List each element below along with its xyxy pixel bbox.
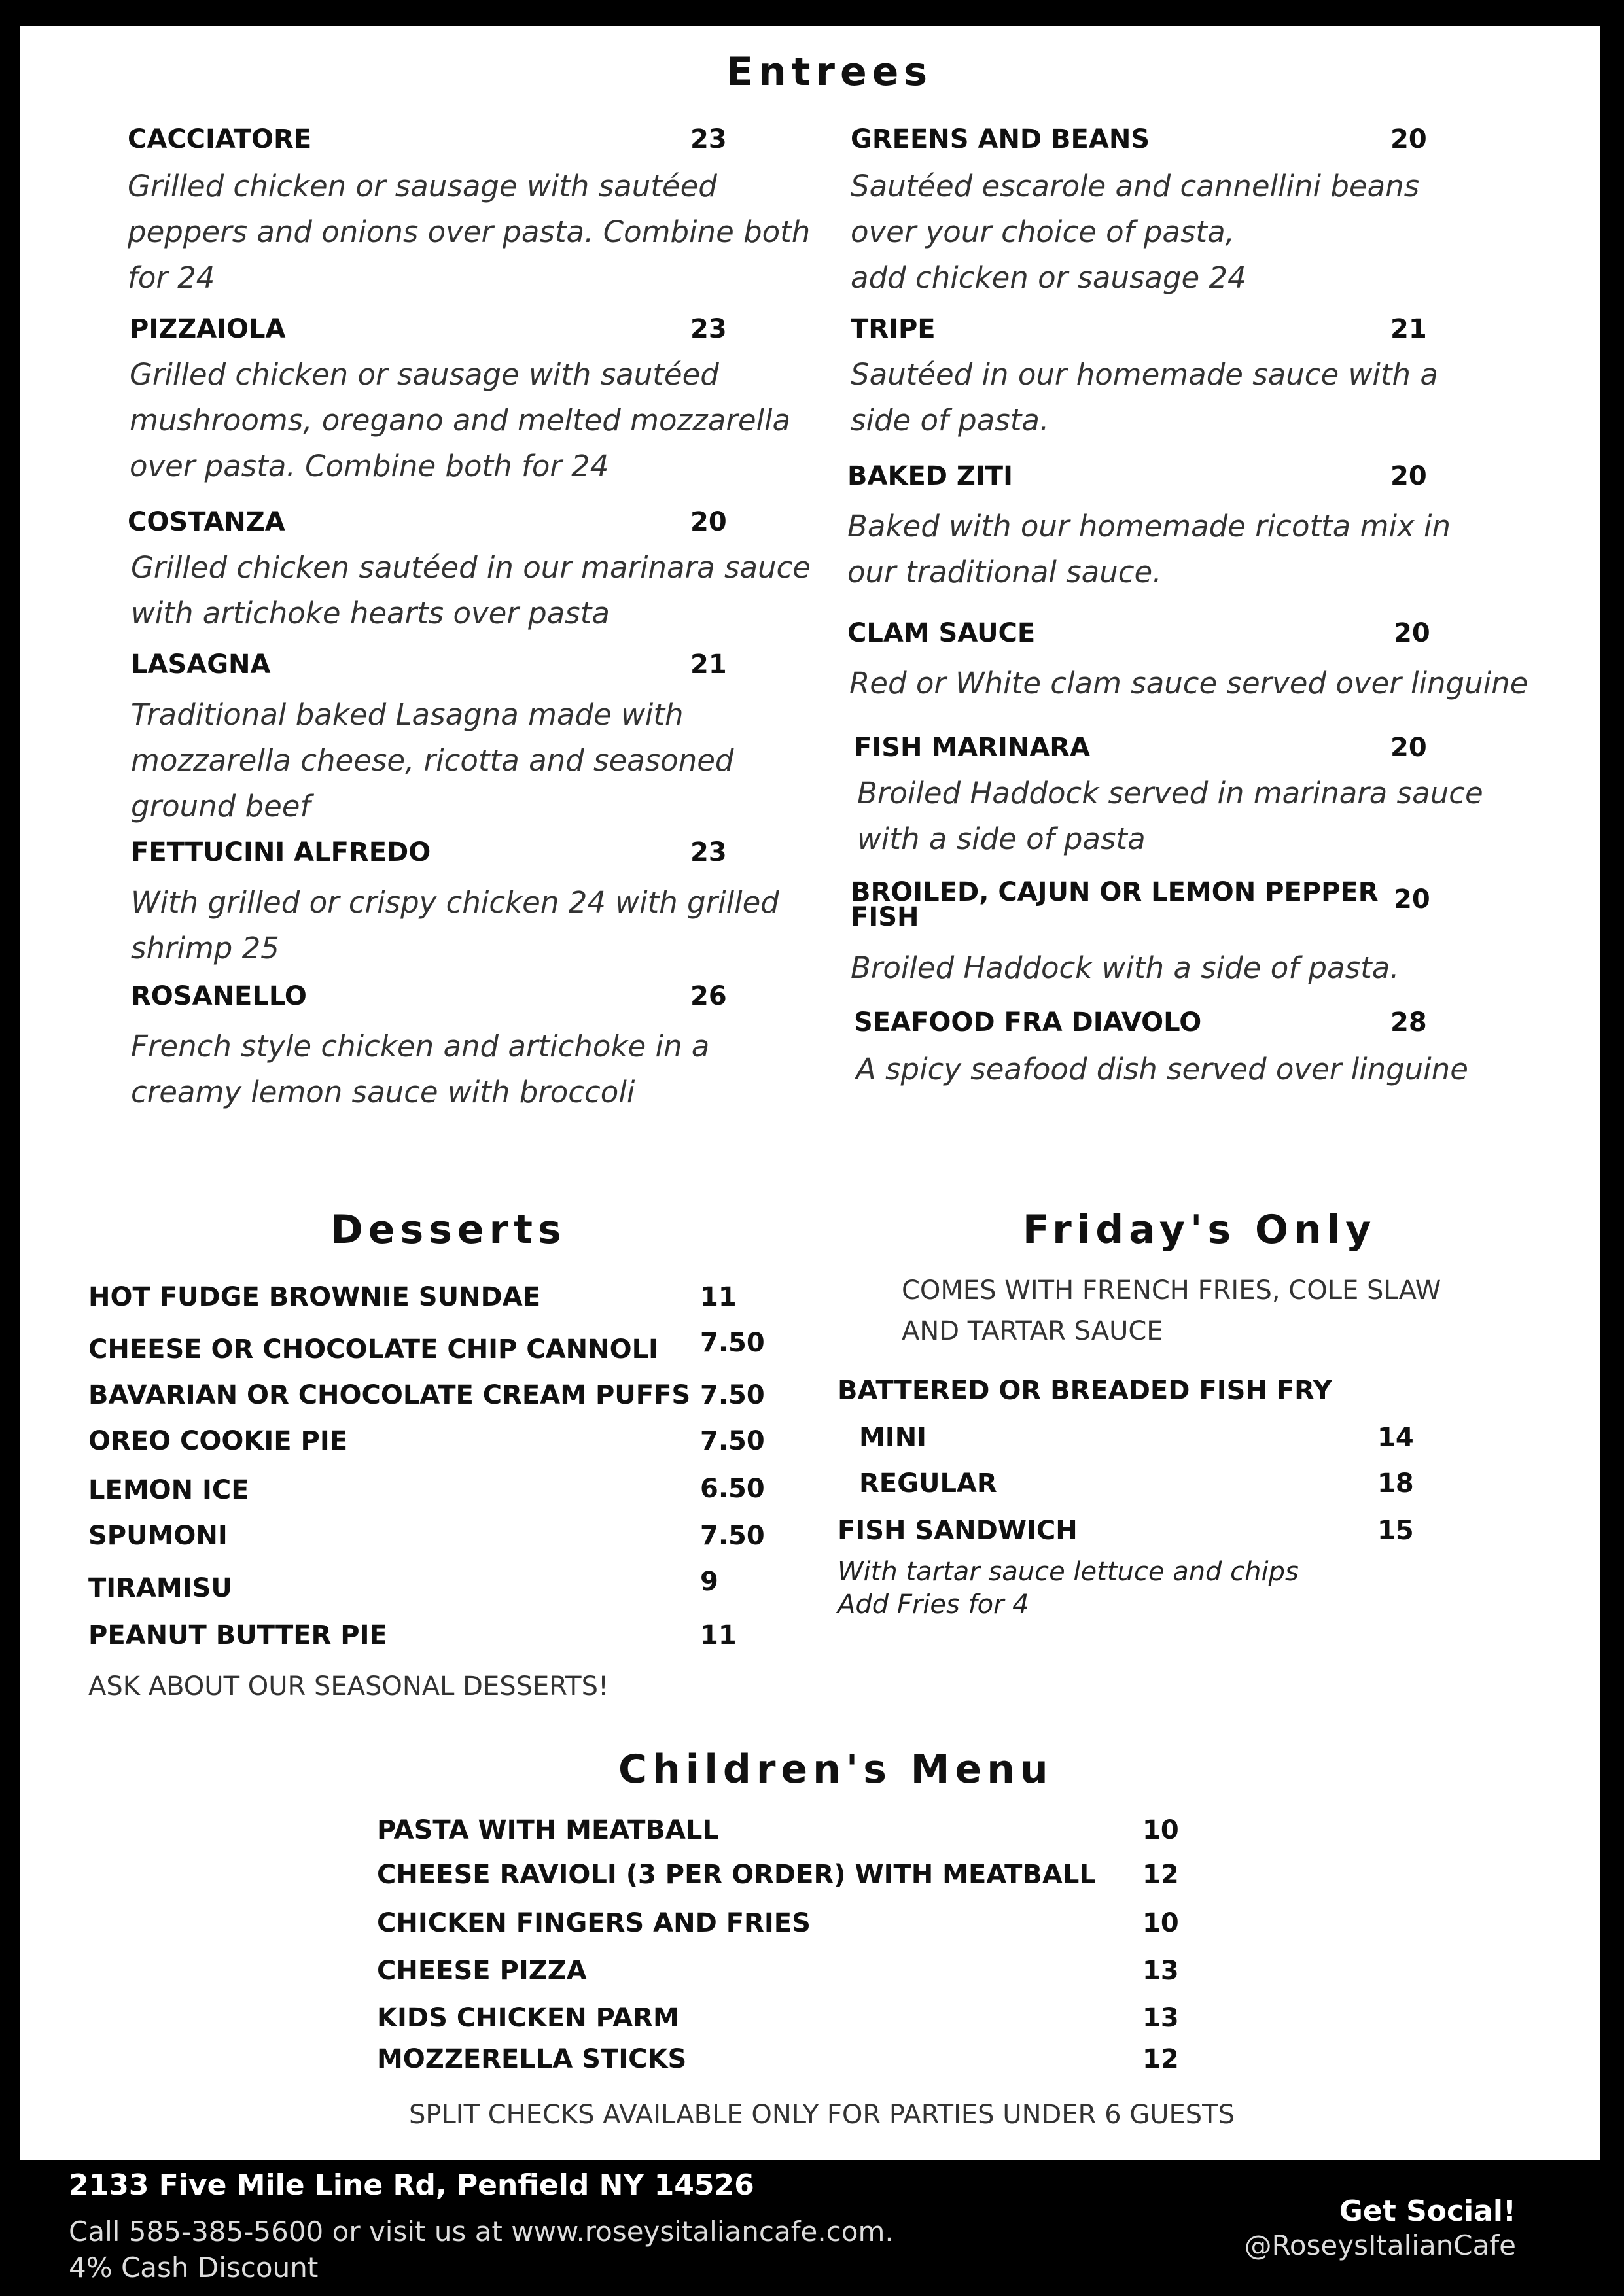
entree-price: 21 <box>690 650 727 680</box>
dessert-name: CHEESE OR CHOCOLATE CHIP CANNOLI <box>88 1334 658 1365</box>
children-item-name: PASTA WITH MEATBALL <box>377 1815 719 1845</box>
entree-price: 20 <box>1394 618 1430 648</box>
fish-fry-heading: BATTERED OR BREADED FISH FRY <box>838 1376 1332 1406</box>
entree-desc: Broiled Haddock served in marinara sauce with a side of pasta <box>857 776 1483 856</box>
menu-page <box>20 26 1600 2160</box>
fish-sandwich-price: 15 <box>1377 1516 1414 1546</box>
get-social: Get Social! <box>1339 2195 1516 2228</box>
entree-desc: Grilled chicken or sausage with sautéed peppers and onions over pasta. Combine both for 24 <box>128 169 811 295</box>
entree-price: 23 <box>690 314 727 344</box>
entree-desc: French style chicken and artichoke in a creamy lemon sauce with broccoli <box>131 1029 710 1109</box>
entree-desc: Broiled Haddock with a side of pasta. <box>851 950 1400 985</box>
entree-price: 20 <box>1394 884 1430 914</box>
fish-fry-mini-price: 14 <box>1377 1423 1414 1453</box>
entree-desc: Red or White clam sauce served over linguine <box>849 666 1528 701</box>
fish-sandwich-desc: With tartar sauce lettuce and chips <box>838 1557 1299 1587</box>
children-item-name: MOZZERELLA STICKS <box>377 2044 687 2074</box>
entree-desc: A spicy seafood dish served over linguine <box>856 1052 1468 1087</box>
dessert-name: BAVARIAN OR CHOCOLATE CREAM PUFFS <box>88 1380 691 1410</box>
entree-price: 28 <box>1390 1007 1427 1037</box>
fish-fry-mini: MINI <box>859 1423 927 1453</box>
dessert-name: SPUMONI <box>88 1521 228 1551</box>
desserts-title: Desserts <box>330 1207 567 1253</box>
entree-price: 23 <box>690 837 727 867</box>
dessert-name: HOT FUDGE BROWNIE SUNDAE <box>88 1282 541 1312</box>
dessert-name: TIRAMISU <box>88 1573 232 1603</box>
entree-price: 20 <box>1390 124 1427 154</box>
dessert-name: LEMON ICE <box>88 1475 249 1505</box>
dessert-price: 7.50 <box>700 1521 765 1551</box>
dessert-price: 11 <box>700 1282 737 1312</box>
entree-name: CLAM SAUCE <box>847 618 1036 648</box>
desserts-note: ASK ABOUT OUR SEASONAL DESSERTS! <box>88 1671 609 1701</box>
entree-name: FETTUCINI ALFREDO <box>131 837 431 867</box>
children-item-price: 12 <box>1142 1860 1179 1890</box>
children-item-price: 12 <box>1142 2044 1179 2074</box>
fish-fry-regular-price: 18 <box>1377 1469 1414 1499</box>
children-item-price: 13 <box>1142 1956 1179 1986</box>
children-item-price: 13 <box>1142 2003 1179 2033</box>
dessert-price: 7.50 <box>700 1426 765 1456</box>
fish-fry-regular: REGULAR <box>859 1469 997 1499</box>
entree-desc: Sautéed escarole and cannellini beans over your choice of pasta, <box>851 169 1420 249</box>
split-checks-note: SPLIT CHECKS AVAILABLE ONLY FOR PARTIES UNDER 6 GUESTS <box>409 2100 1235 2130</box>
entree-name: GREENS AND BEANS <box>851 124 1150 154</box>
children-item-name: KIDS CHICKEN PARM <box>377 2003 679 2033</box>
entrees-title: Entrees <box>726 49 933 95</box>
entree-name: ROSANELLO <box>131 981 307 1011</box>
entree-name: PIZZAIOLA <box>130 314 286 344</box>
entree-price: 20 <box>1390 461 1427 491</box>
dessert-price: 11 <box>700 1620 737 1650</box>
contact-info: Call 585-385-5600 or visit us at www.roseysitaliancafe.com. <box>69 2216 894 2248</box>
entree-name: BAKED ZITI <box>847 461 1013 491</box>
entree-price: 23 <box>690 124 727 154</box>
entree-desc: Baked with our homemade ricotta mix in our traditional sauce. <box>847 509 1451 589</box>
dessert-price: 6.50 <box>700 1474 765 1504</box>
fridays-intro: AND TARTAR SAUCE <box>902 1316 1163 1346</box>
children-item-name: CHEESE RAVIOLI (3 PER ORDER) WITH MEATBALL <box>377 1860 1096 1890</box>
dessert-name: OREO COOKIE PIE <box>88 1426 348 1456</box>
fish-sandwich-desc: Add Fries for 4 <box>838 1590 1029 1620</box>
entree-price: 20 <box>1390 733 1427 763</box>
entree-desc: With grilled or crispy chicken 24 with grilled shrimp 25 <box>131 885 779 965</box>
dessert-price: 7.50 <box>700 1380 765 1410</box>
entree-price: 20 <box>690 507 727 537</box>
dessert-name: PEANUT BUTTER PIE <box>88 1620 387 1650</box>
entree-name: TRIPE <box>851 314 936 344</box>
entree-name: COSTANZA <box>128 507 285 537</box>
social-handle[interactable]: @RoseysItalianCafe <box>1244 2229 1516 2261</box>
cash-discount: 4% Cash Discount <box>69 2252 319 2284</box>
children-item-price: 10 <box>1142 1908 1179 1938</box>
entree-name: FISH MARINARA <box>854 733 1091 763</box>
entree-desc: Grilled chicken sautéed in our marinara sauce with artichoke hearts over pasta <box>131 550 811 631</box>
dessert-price: 9 <box>700 1567 718 1597</box>
dessert-price: 7.50 <box>700 1328 765 1358</box>
children-item-price: 10 <box>1142 1815 1179 1845</box>
entree-name: LASAGNA <box>131 650 271 680</box>
entree-price: 21 <box>1390 314 1427 344</box>
entree-desc: Grilled chicken or sausage with sautéed mushrooms, oregano and melted mozzarella over pasta. Combine both for 24 <box>130 357 791 483</box>
children-item-name: CHEESE PIZZA <box>377 1956 587 1986</box>
fridays-intro: COMES WITH FRENCH FRIES, COLE SLAW <box>902 1276 1441 1306</box>
entree-name: BROILED, CAJUN OR LEMON PEPPER FISH <box>851 877 1379 932</box>
fridays-title: Friday's Only <box>1023 1207 1377 1253</box>
children-title: Children's Menu <box>618 1747 1053 1792</box>
entree-name: CACCIATORE <box>128 124 312 154</box>
entree-name: SEAFOOD FRA DIAVOLO <box>854 1007 1202 1037</box>
entree-desc: Traditional baked Lasagna made with mozzarella cheese, ricotta and seasoned ground beef <box>131 697 734 824</box>
entree-price: 26 <box>690 981 727 1011</box>
children-item-name: CHICKEN FINGERS AND FRIES <box>377 1908 811 1938</box>
entree-desc-extra: add chicken or sausage 24 <box>851 260 1246 295</box>
address: 2133 Five Mile Line Rd, Penfield NY 14526 <box>69 2168 754 2202</box>
fish-sandwich: FISH SANDWICH <box>838 1516 1078 1546</box>
entree-desc: Sautéed in our homemade sauce with a side of pasta. <box>851 357 1438 438</box>
